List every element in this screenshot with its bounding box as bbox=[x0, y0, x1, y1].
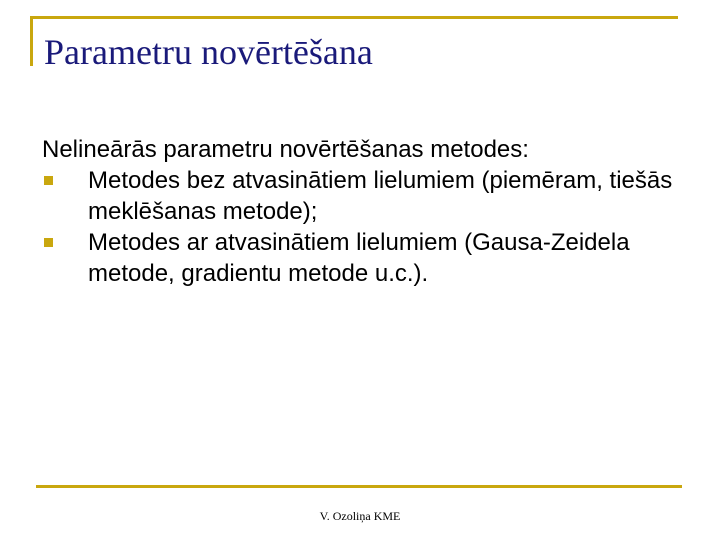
bullet-item bbox=[42, 165, 682, 227]
square-bullet-icon bbox=[44, 238, 53, 247]
slide-title: Parametru novērtēšana bbox=[44, 32, 373, 72]
frame-bottom-line bbox=[36, 485, 682, 488]
frame-left-line bbox=[30, 16, 33, 66]
square-bullet-icon bbox=[44, 176, 53, 185]
bullet-text: Metodes ar atvasinātiem lielumiem (Gausa-Zeidela metode, gradientu metode u.c.). bbox=[88, 229, 630, 287]
intro-text: Nelineārās parametru novērtēšanas metodes: bbox=[42, 136, 529, 163]
bullet-item bbox=[42, 227, 682, 289]
bullet-text: Metodes bez atvasinātiem lielumiem (piemēram, tiešās meklēšanas metode); bbox=[88, 167, 673, 225]
slide-content bbox=[42, 134, 682, 289]
frame-top-line bbox=[30, 16, 678, 19]
footer-text: V. Ozoliņa KME bbox=[319, 509, 401, 523]
bullet-list bbox=[42, 165, 682, 289]
